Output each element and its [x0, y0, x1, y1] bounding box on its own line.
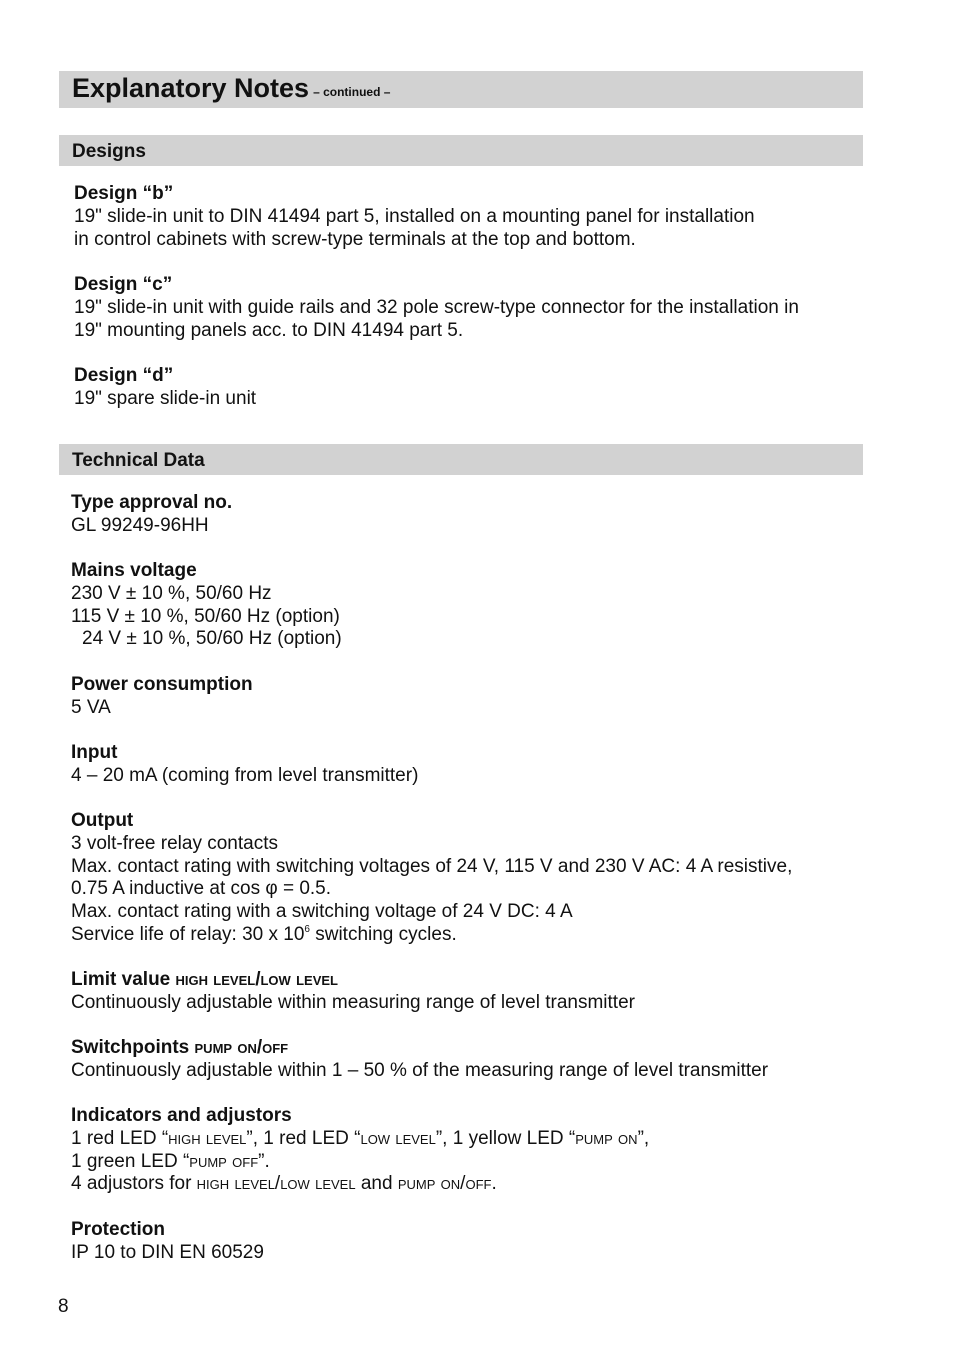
spec-title: Indicators and adjustors	[71, 1105, 292, 1126]
design-c	[74, 274, 799, 342]
spec-value: Max. contact rating with switching voltages of 24 V, 115 V and 230 V AC: 4 A resistive,	[71, 855, 793, 877]
design-title: Design “b”	[74, 183, 174, 204]
design-d	[74, 365, 256, 411]
section-heading: Designs	[72, 141, 146, 162]
spec-title: Output	[71, 810, 134, 831]
service-life: Service life of relay: 30 x $10^6$ switching cycles.	[71, 923, 457, 945]
design-b	[74, 183, 755, 251]
section-bar-designs	[59, 135, 863, 166]
spec-value: 3 volt-free relay contacts	[71, 832, 278, 854]
design-title: Design “d”	[74, 365, 174, 386]
spec-value: Continuously adjustable within 1 – 50 % of the measuring range of level transmitter	[71, 1059, 769, 1081]
spec-title: Power consumption	[71, 674, 253, 695]
exponent: 6	[304, 923, 310, 935]
protection	[71, 1219, 264, 1265]
section-bar-technical-data	[59, 444, 863, 475]
power-consumption	[71, 674, 253, 720]
spec-value: 24 V ± 10 %, 50/60 Hz (option)	[82, 628, 342, 650]
spec-value: 115 V ± 10 %, 50/60 Hz (option)	[71, 605, 340, 627]
spec-title: Mains voltage	[71, 560, 197, 581]
spec-value: Continuously adjustable within measuring range of level transmitter	[71, 991, 635, 1013]
spec-value: GL 99249-96HH	[71, 514, 209, 536]
limit-value	[71, 969, 635, 1015]
design-text: 19" slide-in unit with guide rails and 32 pole screw-type connector for the installation in	[74, 296, 799, 318]
page-number: 8	[58, 1296, 69, 1317]
switchpoints	[71, 1037, 768, 1083]
spec-title: Switchpoints pump on/off	[71, 1037, 289, 1058]
spec-value: 1 green LED “pump off”.	[71, 1150, 270, 1172]
spec-value: Max. contact rating with a switching voltage of 24 V DC: 4 A	[71, 901, 573, 923]
section-heading: Technical Data	[72, 450, 205, 471]
spec-value: 4 adjustors for high level/low level and pump on/off.	[71, 1173, 497, 1195]
design-title: Design “c”	[74, 274, 173, 295]
design-text: 19" mounting panels acc. to DIN 41494 part 5.	[74, 319, 464, 341]
spec-value: 1 red LED “high level”, 1 red LED “low level”, 1 yellow LED “pump on”,	[71, 1127, 650, 1149]
indicators-adjustors	[71, 1105, 649, 1196]
design-text: 19" slide-in unit to DIN 41494 part 5, installed on a mounting panel for installation	[74, 205, 755, 227]
type-approval	[71, 492, 232, 538]
page-title: Explanatory Notes – continued –	[72, 73, 391, 103]
spec-value: 230 V ± 10 %, 50/60 Hz	[71, 582, 272, 604]
output-spec	[71, 810, 792, 947]
spec-value: IP 10 to DIN EN 60529	[71, 1241, 264, 1263]
design-text: 19" spare slide-in unit	[74, 387, 257, 409]
input-spec	[71, 742, 418, 788]
page-subtitle: – continued –	[313, 85, 391, 99]
page-title-bar	[59, 71, 863, 108]
design-text: in control cabinets with screw-type terminals at the top and bottom.	[74, 228, 636, 250]
spec-title: Protection	[71, 1219, 165, 1240]
spec-value: 0.75 A inductive at cos φ = 0.5.	[71, 878, 332, 900]
mains-voltage	[71, 560, 342, 651]
spec-title: Input	[71, 742, 118, 763]
spec-value: 4 – 20 mA (coming from level transmitter)	[71, 764, 419, 786]
spec-title: Limit value high level/low level	[71, 969, 338, 990]
spec-title: Type approval no.	[71, 492, 233, 513]
spec-value: 5 VA	[71, 696, 111, 718]
